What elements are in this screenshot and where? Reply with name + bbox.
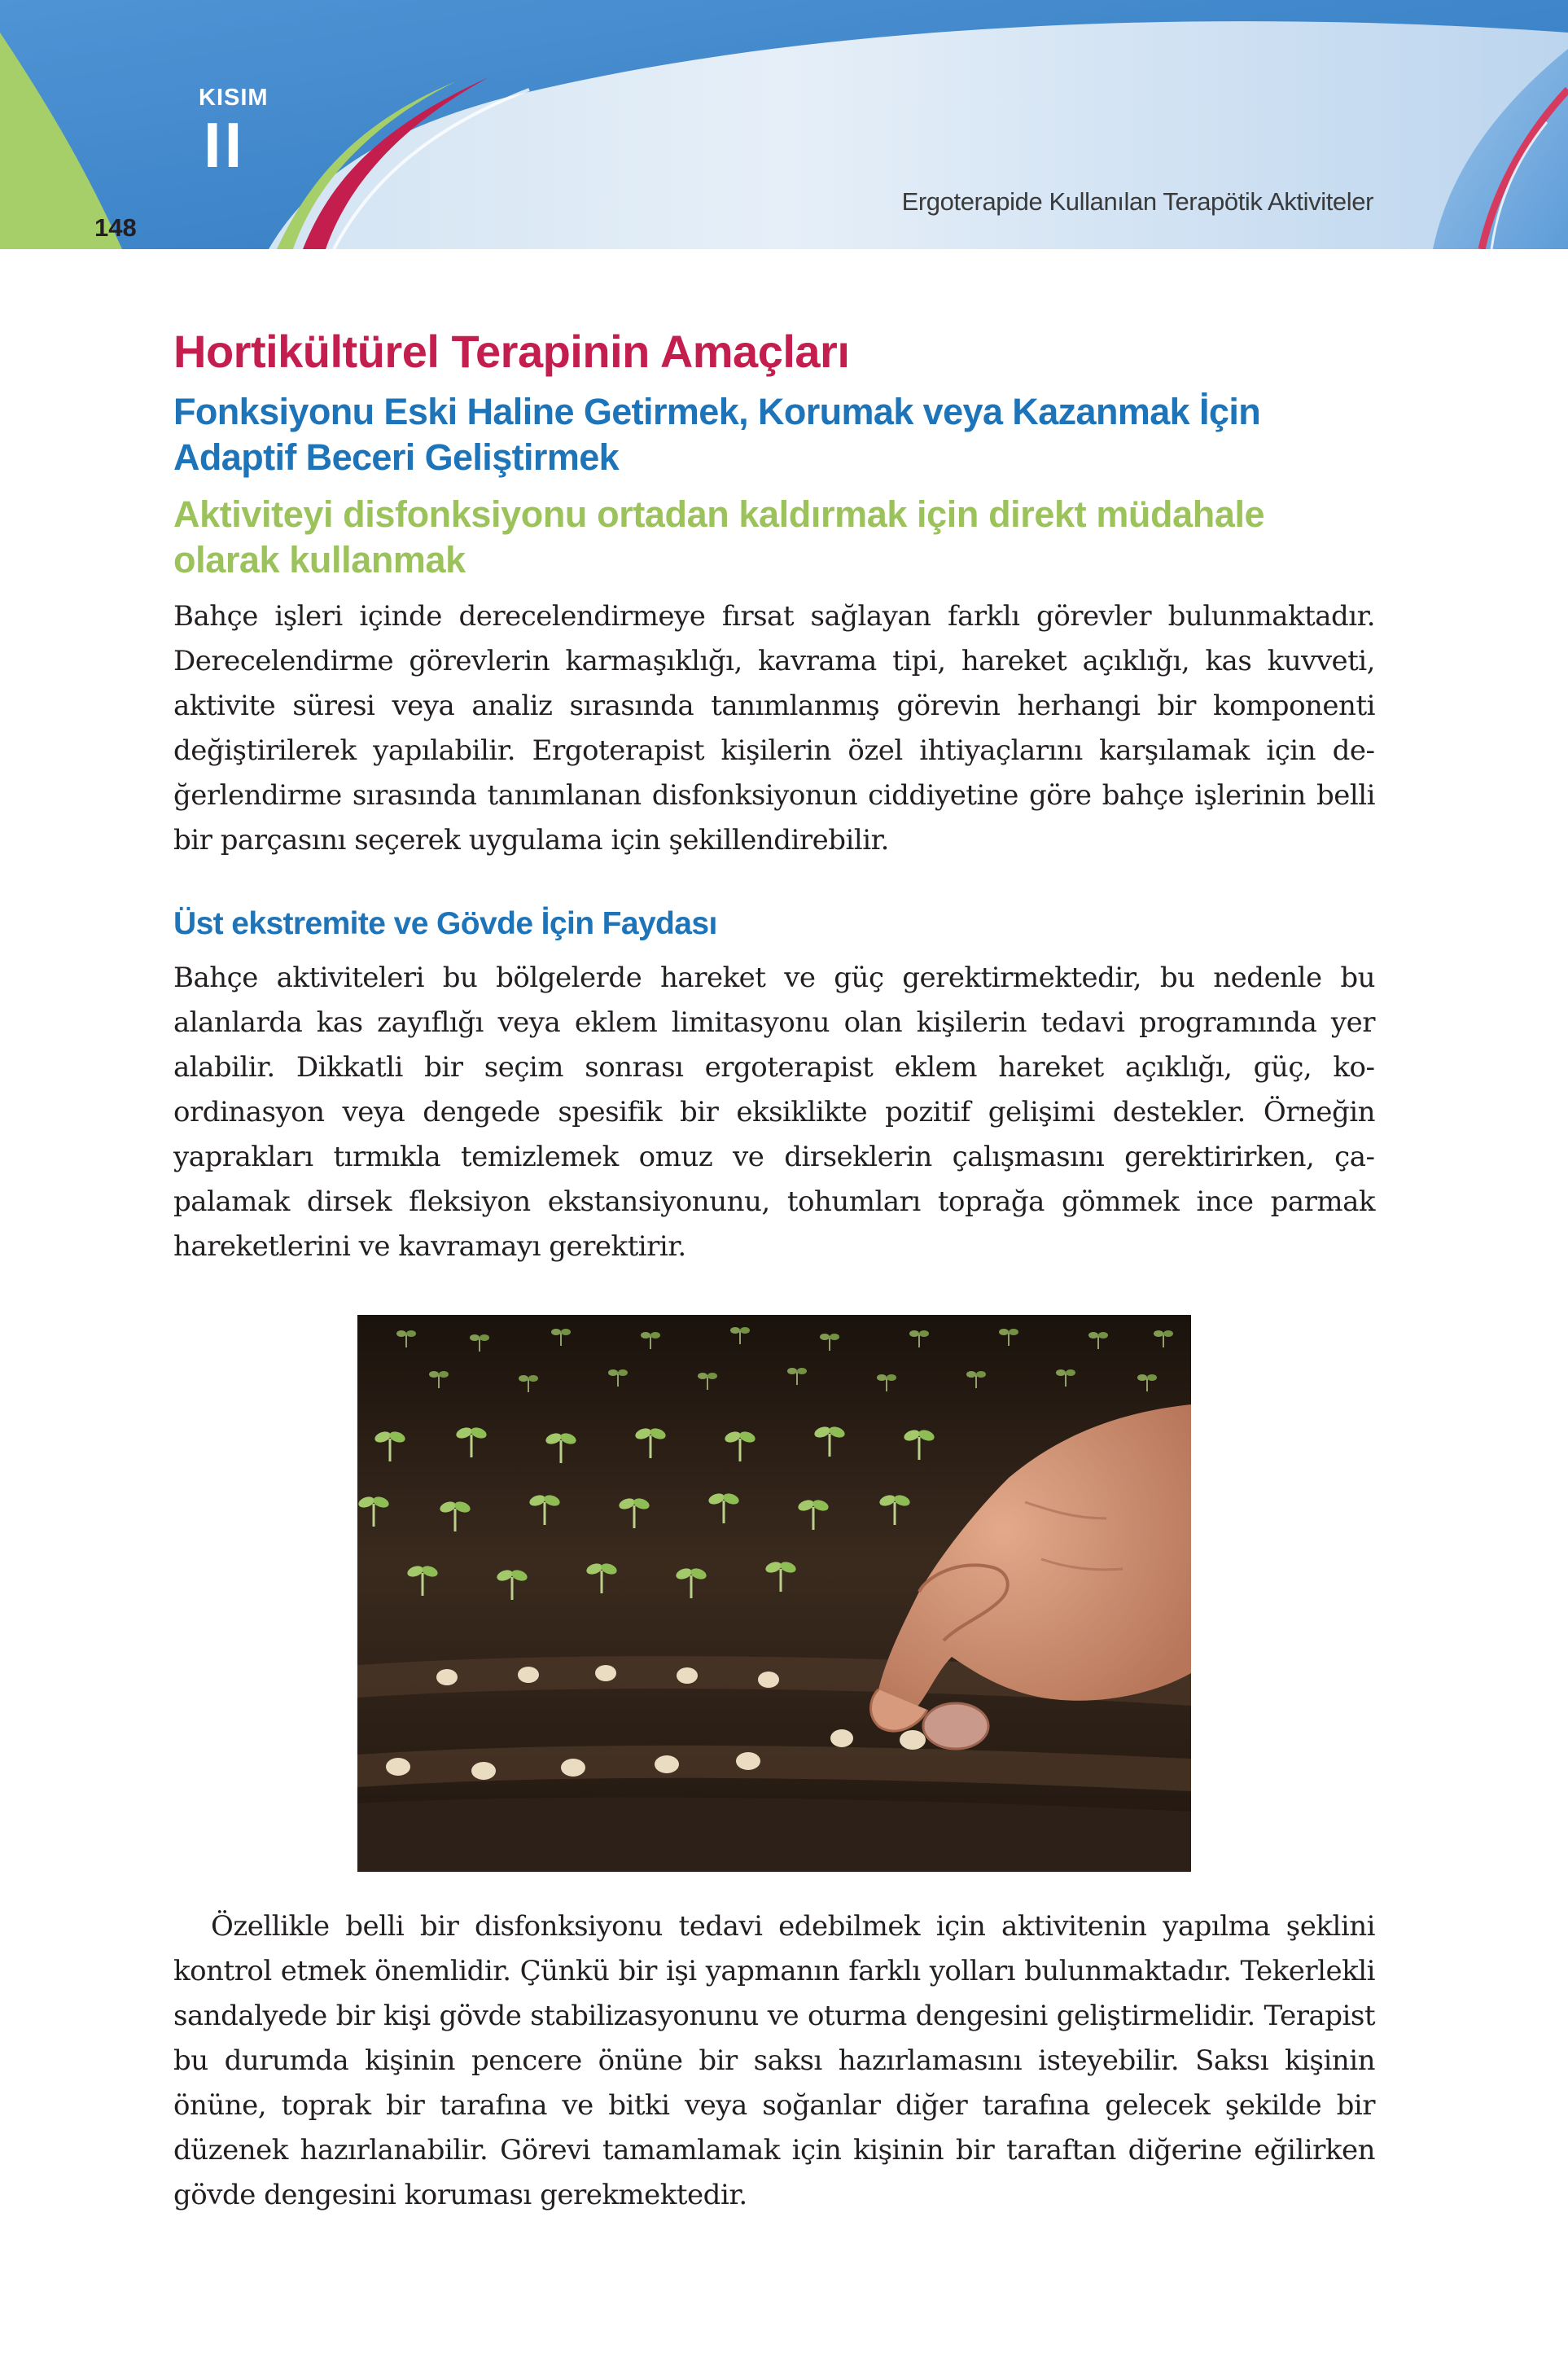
body-paragraph-1: Bahçe işleri içinde derecelendirmeye fırsat sağlayan farklı görevler bulunmaktadır. Derecelendirme görevlerin karmaşıklığı, kavrama tipi, hareket açıklığı, kas kuvveti, aktivite süresi veya analiz sırasında tanımlanmış görevin herhangi bir komponenti değiştirilerek yapılabilir. Ergoterapist kişilerin özel ihtiyaçlarını karşılamak için değerlendirme sırasında tanımlanan disfonksiyonun ciddiyetine göre bahçe işlerinin belli bir parçasını seçerek uygulama için şekillendirebilir.	[173, 600, 1375, 857]
seed-planting-photo	[357, 1315, 1191, 1872]
page-title: Hortikültürel Terapinin Amaçları	[173, 326, 850, 377]
green-subheading: Aktiviteyi disfonksiyonu ortadan kaldırmak için direkt müdahale olarak kullanmak	[173, 493, 1265, 581]
part-label: KISIM	[199, 85, 269, 111]
part-number: II	[204, 109, 246, 181]
page-number: 148	[94, 213, 137, 242]
section-subtitle: Fonksiyonu Eski Haline Getirmek, Korumak veya Kazanmak İçin Adaptif Beceri Geliştirmek	[173, 391, 1261, 478]
page-content	[173, 324, 1375, 2218]
body-paragraph-2: Bahçe aktiviteleri bu bölgelerde hareket ve güç gerektirmektedir, bu nedenle bu alanlarda kas zayıflığı veya eklem limitasyonu olan kişilerin tedavi programında yer alabilir. Dikkatli bir seçim sonrası ergoterapist eklem hareket açıklığı, güç, koordinasyon veya dengede spesifik bir eksiklikte pozitif gelişimi destekler. Örneğin yaprakları tırmıkla temizlemek omuz ve dirseklerin çalışmasını gerektirirken, çapalamak dirsek fleksiyon ekstansiyonunu, tohumları toprağa gömmek ince parmak hareketlerini ve kavramayı gerektirir.	[173, 962, 1375, 1263]
running-title: Ergoterapide Kullanılan Terapötik Aktiviteler	[901, 187, 1373, 216]
photo-illustration	[357, 1315, 1191, 1872]
body-paragraph-3: Özellikle belli bir disfonksiyonu tedavi edebilmek için aktivitenin yapılma şeklini kontrol etmek önemlidir. Çünkü bir işi yapmanın farklı yolları bulunmaktadır. Tekerlekli sandalyede bir kişi gövde stabilizasyonunu ve oturma dengesini geliştirmelidir. Terapist bu durumda kişinin pencere önüne bir saksı hazırlamasını isteyebilir. Saksı kişinin önüne, toprak bir tarafına ve bitki veya soğanlar diğer tarafına gelecek şekilde bir düzenek hazırlanabilir. Görevi tamamlamak için kişinin bir taraftan diğerine eğilirken gövde dengesini koruması gerekmektedir.	[173, 1910, 1375, 2211]
section-heading: Üst ekstremite ve Gövde İçin Faydası	[173, 906, 717, 941]
